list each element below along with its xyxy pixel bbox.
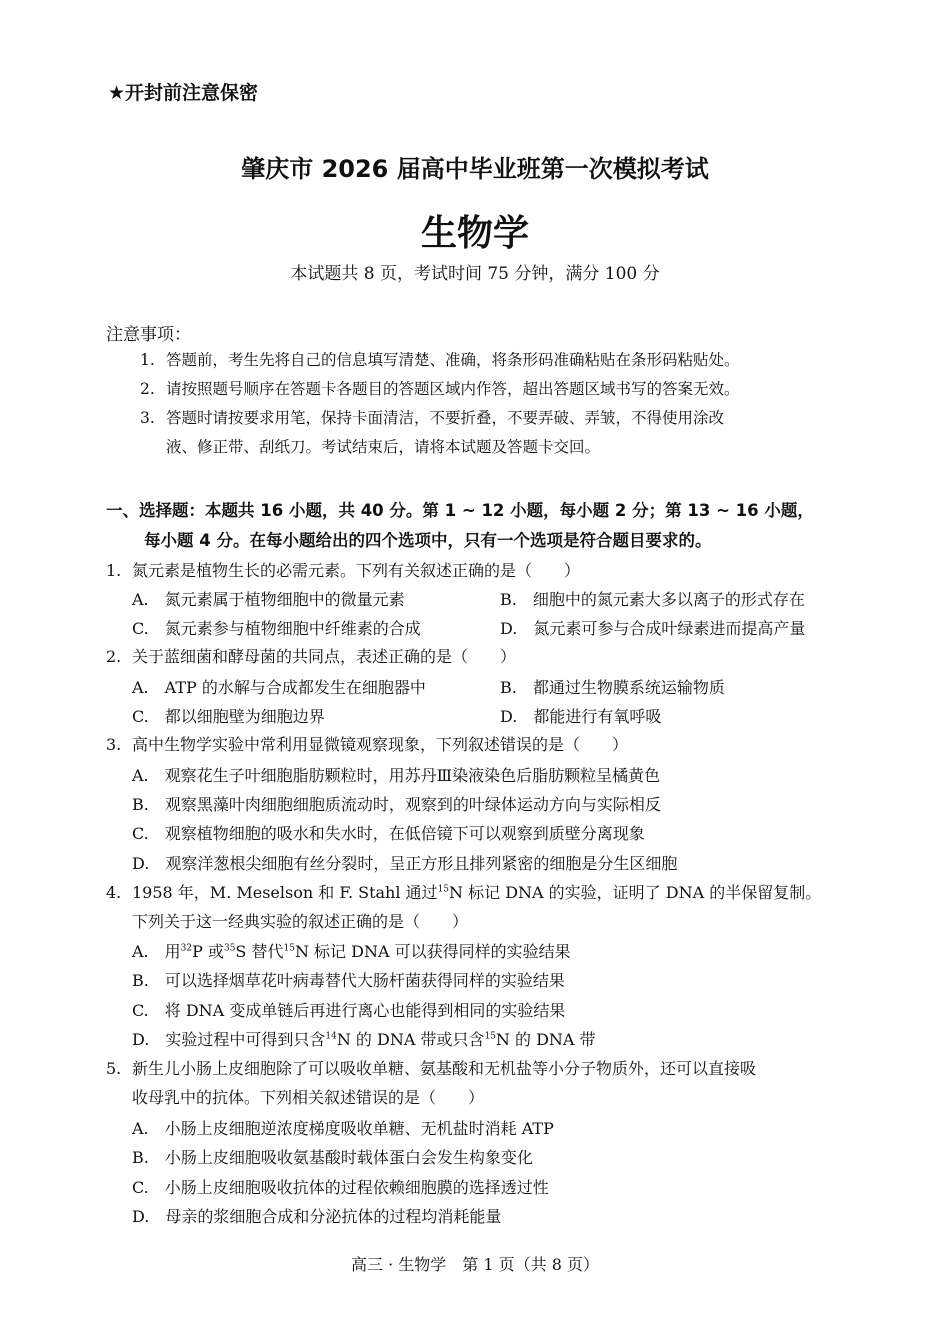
confidential-label: ★开封前注意保密 <box>108 82 259 104</box>
question-4-option-c: C. 将 DNA 变成单链后再进行离心也能得到相同的实验结果 <box>132 1001 566 1020</box>
question-1-option-b: B. 细胞中的氮元素大多以离子的形式存在 <box>500 590 805 609</box>
question-4-stem-cont: 下列关于这一经典实验的叙述正确的是（ ） <box>132 912 469 931</box>
question-3-stem: 3. 高中生物学实验中常利用显微镜观察现象，下列叙述错误的是（ ） <box>106 735 629 754</box>
question-3-option-a: A. 观察花生子叶细胞脂肪颗粒时，用苏丹Ⅲ染液染色后脂肪颗粒呈橘黄色 <box>132 766 661 785</box>
question-4-option-a: A. 用$^{32}$P 或$^{35}$S 替代$^{15}$N 标记 DNA 可以获得同样的实验结果 <box>132 942 571 961</box>
question-1-stem: 1. 氮元素是植物生长的必需元素。下列有关叙述正确的是（ ） <box>106 561 581 580</box>
question-5-stem-cont: 收母乳中的抗体。下列相关叙述错误的是（ ） <box>132 1088 485 1107</box>
notice-heading: 注意事项： <box>106 325 191 345</box>
question-5-option-c: C. 小肠上皮细胞吸收抗体的过程依赖细胞膜的选择透过性 <box>132 1178 549 1197</box>
question-4-option-b: B. 可以选择烟草花叶病毒替代大肠杆菌获得同样的实验结果 <box>132 971 565 990</box>
notice-item-3: 3. 答题时请按要求用笔，保持卡面清洁，不要折叠，不要弄破、弄皱，不得使用涂改 液、修正带、刮纸刀。考试结束后，请将本试题及答题卡交回。 <box>140 409 725 456</box>
question-2-option-c: C. 都以细胞壁为细胞边界 <box>132 707 325 726</box>
question-4-stem: 4. 1958 年，M. Meselson 和 F. Stahl 通过$^{15}$N 标记 DNA 的实验，证明了 DNA 的半保留复制。 <box>106 883 822 902</box>
page-footer: 高三 · 生物学 第 1 页（共 8 页） <box>351 1255 599 1274</box>
question-1-option-d: D. 氮元素可参与合成叶绿素进而提高产量 <box>500 619 806 638</box>
question-5-stem: 5. 新生儿小肠上皮细胞除了可以吸收单糖、氨基酸和无机盐等小分子物质外，还可以直接吸 <box>106 1059 757 1078</box>
question-2-stem: 2. 关于蓝细菌和酵母菌的共同点，表述正确的是（ ） <box>106 647 517 666</box>
exam-info: 本试题共 8 页，考试时间 75 分钟，满分 100 分 <box>290 264 660 284</box>
question-3-option-b: B. 观察黑藻叶肉细胞细胞质流动时，观察到的叶绿体运动方向与实际相反 <box>132 795 661 814</box>
question-5-option-a: A. 小肠上皮细胞逆浓度梯度吸收单糖、无机盐时消耗 ATP <box>132 1119 554 1138</box>
notice-item-2: 2. 请按照题号顺序在答题卡各题目的答题区域内作答，超出答题区域书写的答案无效。 <box>140 380 740 398</box>
question-3-option-d: D. 观察洋葱根尖细胞有丝分裂时，呈正方形且排列紧密的细胞是分生区细胞 <box>132 854 678 873</box>
subject-title: 生物学 <box>420 212 529 254</box>
exam-title: 肇庆市 2026 届高中毕业班第一次模拟考试 <box>241 155 709 183</box>
question-2-option-b: B. 都通过生物膜系统运输物质 <box>500 678 725 697</box>
section-heading: 一、选择题：本题共 16 小题，共 40 分。第 1 ~ 12 小题，每小题 2 分；第 13 ~ 16 小题， 每小题 4 分。在每小题给出的四个选项中，只有一个选项是符合题目要求的。 <box>106 501 814 550</box>
question-5-option-b: B. 小肠上皮细胞吸收氨基酸时载体蛋白会发生构象变化 <box>132 1148 533 1167</box>
question-1-option-c: C. 氮元素参与植物细胞中纤维素的合成 <box>132 619 421 638</box>
question-4-option-d: D. 实验过程中可得到只含$^{14}$N 的 DNA 带或只含$^{15}$N 的 DNA 带 <box>132 1030 596 1049</box>
question-2-option-d: D. 都能进行有氧呼吸 <box>500 707 662 726</box>
notice-item-1: 1. 答题前，考生先将自己的信息填写清楚、准确，将条形码准确粘贴在条形码粘贴处。 <box>140 351 740 369</box>
question-5-option-d: D. 母亲的浆细胞合成和分泌抗体的过程均消耗能量 <box>132 1207 502 1226</box>
question-1-option-a: A. 氮元素属于植物细胞中的微量元素 <box>132 590 405 609</box>
question-3-option-c: C. 观察植物细胞的吸水和失水时，在低倍镜下可以观察到质壁分离现象 <box>132 824 645 843</box>
question-2-option-a: A. ATP 的水解与合成都发生在细胞器中 <box>132 678 426 697</box>
